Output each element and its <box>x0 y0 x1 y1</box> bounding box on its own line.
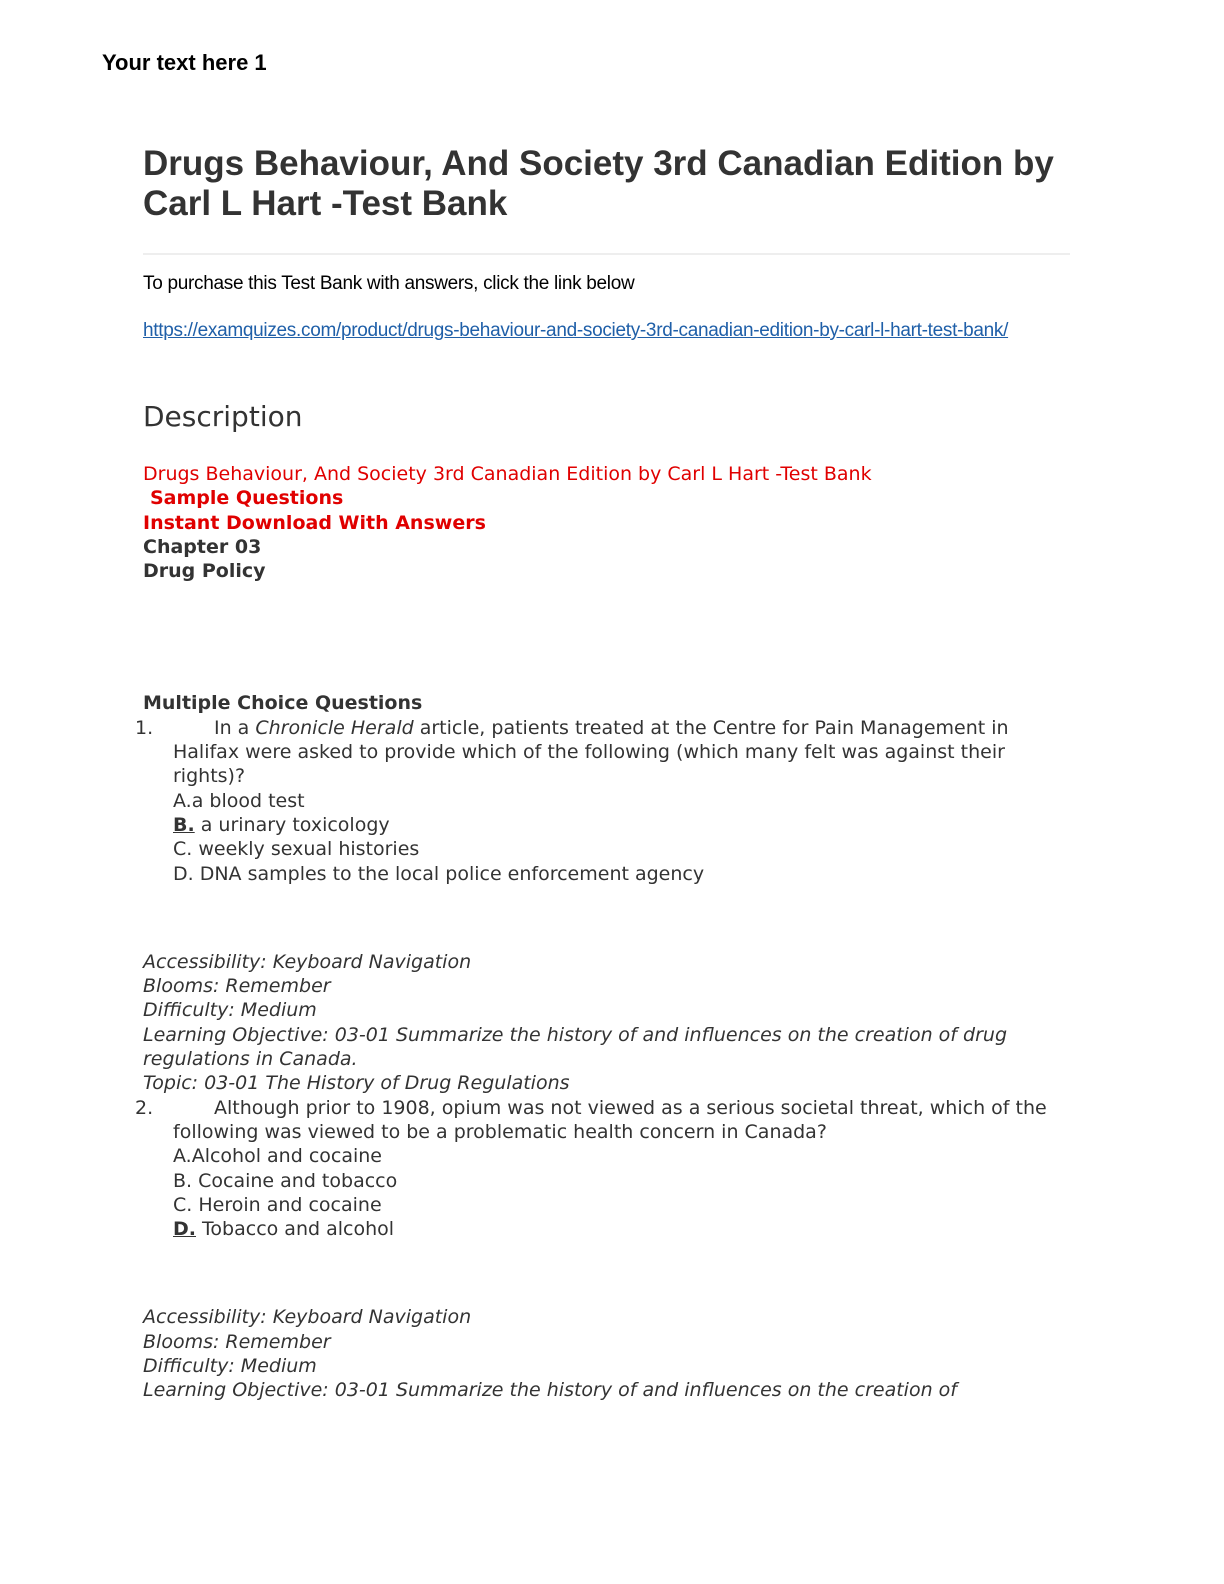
sample-questions: Sample Questions <box>150 487 344 510</box>
page-title: Drugs Behaviour, And Society 3rd Canadian Edition by Carl L Hart -Test Bank <box>143 144 1054 223</box>
red-title: Drugs Behaviour, And Society 3rd Canadian Edition by Carl L Hart -Test Bank <box>143 463 872 485</box>
purchase-text: To purchase this Test Bank with answers, click the link below <box>143 273 635 294</box>
option-a: A.a blood test <box>173 789 305 812</box>
instant-download: Instant Download With Answers <box>143 511 486 534</box>
option-a: A.Alcohol and cocaine <box>173 1145 382 1168</box>
question-2-metadata: Accessibility: Keyboard Navigation Blooms: Remember Difficulty: Medium Learning Objective: 03-01 Summarize the history of and influences on the creation of <box>143 1306 957 1402</box>
option-b: B. Cocaine and tobacco <box>173 1169 398 1192</box>
option-c: C. Heroin and cocaine <box>173 1193 382 1216</box>
option-d: D. DNA samples to the local police enforcement agency <box>173 862 705 885</box>
question-1 <box>135 716 1073 886</box>
option-d: D. Tobacco and alcohol <box>173 1218 395 1241</box>
document-body <box>135 462 1073 1403</box>
chapter-title: Drug Policy <box>143 560 266 583</box>
correct-answer-label: D. <box>173 1218 196 1241</box>
chapter: Chapter 03 <box>143 535 262 558</box>
question-text: In a Chronicle Herald article, patients treated at the Centre for Pain Management in Halifax were asked to provide which of the following (which many felt was against their rights)? <box>173 716 1009 788</box>
question-2 <box>135 1096 1073 1242</box>
page-header: Your text here 1 <box>102 50 267 75</box>
mcq-heading: Multiple Choice Questions <box>143 692 423 715</box>
question-1-metadata: Accessibility: Keyboard Navigation Blooms: Remember Difficulty: Medium Learning Objective: 03-01 Summarize the history of and influences on the creation of drug regulations in Canada. Topic: 03-01 The History of Drug Regulations <box>143 950 1007 1095</box>
question-number: 1. <box>135 716 154 739</box>
correct-answer-label: B. <box>173 813 195 836</box>
option-b: B. a urinary toxicology <box>173 813 390 836</box>
question-number: 2. <box>135 1096 154 1119</box>
question-text: Although prior to 1908, opium was not viewed as a serious societal threat, which of the following was viewed to be a problematic health concern in Canada? <box>173 1096 1047 1143</box>
option-c: C. weekly sexual histories <box>173 838 420 861</box>
purchase-link[interactable]: https://examquizes.com/product/drugs-behaviour-and-society-3rd-canadian-edition-by-carl-l-hart-test-bank/ <box>143 320 1009 341</box>
description-heading: Description <box>143 400 303 433</box>
divider <box>143 253 1070 255</box>
